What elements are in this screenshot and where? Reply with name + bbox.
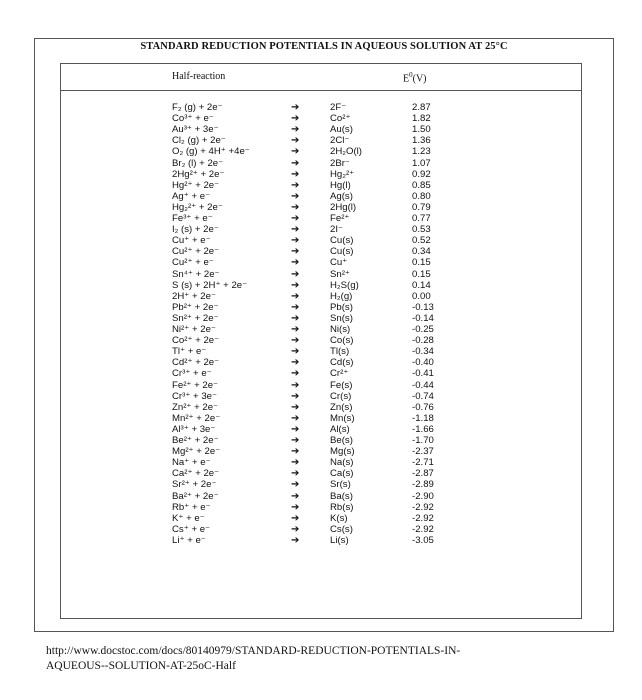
reactant-cell: Cr³⁺ + 3e⁻ (172, 390, 218, 402)
reactant-cell: Cu⁺ + e⁻ (172, 235, 211, 247)
reactant-cell: Fe³⁺ + e⁻ (172, 213, 213, 224)
reactant-cell: I₂ (s) + 2e⁻ (172, 224, 219, 236)
arrow-icon: ➔ (291, 423, 300, 435)
arrow-icon: ➔ (291, 379, 300, 391)
product-cell: Li(s) (330, 534, 349, 546)
table-row (0, 191, 642, 202)
product-cell: 2Hg(l) (330, 201, 357, 213)
reactant-cell: K⁺ + e⁻ (172, 512, 205, 524)
arrow-icon: ➔ (291, 479, 300, 491)
arrow-icon: ➔ (291, 412, 300, 424)
reactant-cell: 2H⁺ + 2e⁻ (172, 290, 216, 302)
product-cell: Fe²⁺ (330, 213, 350, 224)
reactant-cell: Ca²⁺ + 2e⁻ (172, 468, 220, 480)
table-row (0, 324, 642, 335)
table-row (0, 313, 642, 324)
reactant-cell: Sn²⁺ + 2e⁻ (172, 312, 219, 324)
arrow-icon: ➔ (291, 113, 300, 125)
reactant-cell: Ag⁺ + e⁻ (172, 190, 211, 202)
table-row (0, 246, 642, 257)
arrow-icon: ➔ (291, 457, 300, 469)
potential-value: -0.34 (412, 346, 434, 358)
table-row (0, 135, 642, 146)
reactant-cell: Ni²⁺ + 2e⁻ (172, 324, 216, 335)
product-cell: Be(s) (330, 435, 353, 446)
arrow-icon: ➔ (291, 534, 300, 546)
reactant-cell: Co²⁺ + 2e⁻ (172, 335, 220, 347)
arrow-icon: ➔ (291, 102, 300, 113)
table-row (0, 424, 642, 435)
table-row (0, 302, 642, 313)
arrow-icon: ➔ (291, 401, 300, 413)
potential-value: -3.05 (412, 534, 434, 546)
arrow-icon: ➔ (291, 446, 300, 458)
arrow-icon: ➔ (291, 168, 300, 180)
arrow-icon: ➔ (291, 235, 300, 247)
arrow-icon: ➔ (291, 279, 300, 291)
arrow-icon: ➔ (291, 346, 300, 358)
reactant-cell: Rb⁺ + e⁻ (172, 501, 211, 513)
arrow-icon: ➔ (291, 368, 300, 380)
product-cell: Rb(s) (330, 501, 354, 513)
header-divider (60, 90, 582, 91)
product-cell: Fe(s) (330, 379, 353, 391)
product-cell: Ni(s) (330, 324, 351, 335)
product-cell: Sn²⁺ (330, 268, 350, 280)
reactant-cell: Cd²⁺ + 2e⁻ (172, 357, 220, 369)
reactant-cell: Pb²⁺ + 2e⁻ (172, 301, 219, 313)
potential-unit: (V) (412, 73, 427, 85)
column-header-potential (403, 71, 427, 84)
potential-value: 0.85 (412, 179, 431, 191)
table-row (0, 169, 642, 180)
table-row (0, 224, 642, 235)
product-cell: Cr²⁺ (330, 368, 349, 380)
citation-line-1: http://www.docstoc.com/docs/80140979/STANDARD-REDUCTION-POTENTIALS-IN- (46, 645, 461, 657)
arrow-icon: ➔ (291, 290, 300, 302)
product-cell: 2F⁻ (330, 102, 347, 113)
potential-value: -0.14 (412, 312, 434, 324)
reactant-cell: Hg₂²⁺ + 2e⁻ (172, 201, 223, 213)
table-row (0, 146, 642, 157)
standard-state-superscript: 0 (409, 71, 413, 79)
reactant-cell: Mg²⁺ + 2e⁻ (172, 446, 221, 458)
potential-value: 0.53 (412, 224, 431, 236)
product-cell: Tl(s) (330, 346, 350, 358)
potential-value: 0.80 (412, 190, 431, 202)
product-cell: Co²⁺ (330, 113, 351, 125)
product-cell: Co(s) (330, 335, 354, 347)
arrow-icon: ➔ (291, 523, 300, 535)
potential-value: 0.15 (412, 257, 431, 269)
potential-value: 0.52 (412, 235, 431, 247)
table-row (0, 368, 642, 379)
table-row (0, 102, 642, 113)
arrow-icon: ➔ (291, 146, 300, 158)
potential-symbol: E (403, 73, 410, 85)
product-cell: Cd(s) (330, 357, 354, 369)
product-cell: Mg(s) (330, 446, 355, 458)
potential-value: 1.50 (412, 124, 431, 136)
table-row (0, 457, 642, 468)
arrow-icon: ➔ (291, 179, 300, 191)
product-cell: H₂(g) (330, 290, 353, 302)
column-header-half-reaction: Half-reaction (172, 71, 226, 82)
potential-value: -2.89 (412, 479, 434, 491)
table-row (0, 479, 642, 490)
table-row (0, 380, 642, 391)
arrow-icon: ➔ (291, 357, 300, 369)
table-row (0, 113, 642, 124)
product-cell: Cu(s) (330, 235, 354, 247)
product-cell: 2H₂O(l) (330, 146, 362, 158)
potential-value: -2.90 (412, 490, 434, 502)
potential-value: -0.74 (412, 390, 434, 402)
potential-value: 0.92 (412, 168, 431, 180)
table-row (0, 257, 642, 268)
arrow-icon: ➔ (291, 490, 300, 502)
potential-value: 2.87 (412, 102, 431, 113)
source-citation (46, 644, 606, 674)
potential-value: 1.82 (412, 113, 431, 125)
reactant-cell: Li⁺ + e⁻ (172, 534, 206, 546)
potential-value: -2.92 (412, 512, 434, 524)
table-row (0, 502, 642, 513)
product-cell: Cr(s) (330, 390, 352, 402)
table-title: STANDARD REDUCTION POTENTIALS IN AQUEOUS SOLUTION AT 25°C (140, 41, 508, 52)
product-cell: Hg₂²⁺ (330, 168, 355, 180)
arrow-icon: ➔ (291, 468, 300, 480)
table-row (0, 269, 642, 280)
reactant-cell: S (s) + 2H⁺ + 2e⁻ (172, 279, 248, 291)
product-cell: Ba(s) (330, 490, 353, 502)
product-cell: Cs(s) (330, 523, 353, 535)
potential-value: -2.92 (412, 501, 434, 513)
arrow-icon: ➔ (291, 435, 300, 446)
table-row (0, 213, 642, 224)
arrow-icon: ➔ (291, 501, 300, 513)
reactant-cell: Al³⁺ + 3e⁻ (172, 423, 216, 435)
potential-value: -2.87 (412, 468, 434, 480)
reactant-cell: Cl₂ (g) + 2e⁻ (172, 135, 226, 147)
potential-value: 0.14 (412, 279, 431, 291)
product-cell: Au(s) (330, 124, 353, 136)
arrow-icon: ➔ (291, 390, 300, 402)
reactant-cell: Tl⁺ + e⁻ (172, 346, 207, 358)
product-cell: Al(s) (330, 423, 350, 435)
product-cell: 2Br⁻ (330, 157, 350, 169)
arrow-icon: ➔ (291, 512, 300, 524)
table-row (0, 291, 642, 302)
table-row (0, 446, 642, 457)
product-cell: Mn(s) (330, 412, 355, 424)
product-cell: Cu(s) (330, 246, 354, 258)
product-cell: Pb(s) (330, 301, 353, 313)
product-cell: H₂S(g) (330, 279, 359, 291)
product-cell: Sn(s) (330, 312, 353, 324)
reactant-cell: Hg²⁺ + 2e⁻ (172, 179, 220, 191)
reactant-cell: Fe²⁺ + 2e⁻ (172, 379, 219, 391)
table-row (0, 402, 642, 413)
potential-value: 0.15 (412, 268, 431, 280)
reactant-cell: 2Hg²⁺ + 2e⁻ (172, 168, 225, 180)
reactant-cell: Zn²⁺ + 2e⁻ (172, 401, 219, 413)
potential-value: -1.70 (412, 435, 434, 446)
table-row (0, 491, 642, 502)
potential-value: 1.23 (412, 146, 431, 158)
potential-value: 1.36 (412, 135, 431, 147)
reactant-cell: Cu²⁺ + 2e⁻ (172, 246, 220, 258)
reactant-cell: Cr³⁺ + e⁻ (172, 368, 212, 380)
arrow-icon: ➔ (291, 246, 300, 258)
product-cell: Cu⁺ (330, 257, 348, 269)
potential-value: -2.92 (412, 523, 434, 535)
potential-value: -0.76 (412, 401, 434, 413)
potential-value: -0.25 (412, 324, 434, 335)
product-cell: Ag(s) (330, 190, 353, 202)
table-row (0, 513, 642, 524)
reactant-cell: Sn⁴⁺ + 2e⁻ (172, 268, 220, 280)
citation-line-2: AQUEOUS--SOLUTION-AT-25oC-Half (46, 660, 236, 672)
reactant-cell: Cu²⁺ + e⁻ (172, 257, 214, 269)
reactant-cell: Be²⁺ + 2e⁻ (172, 435, 219, 446)
reactant-cell: Co³⁺ + e⁻ (172, 113, 214, 125)
arrow-icon: ➔ (291, 157, 300, 169)
arrow-icon: ➔ (291, 224, 300, 236)
product-cell: 2Cl⁻ (330, 135, 350, 147)
table-row (0, 357, 642, 368)
product-cell: Hg(l) (330, 179, 351, 191)
product-cell: 2I⁻ (330, 224, 344, 236)
reactant-cell: Au³⁺ + 3e⁻ (172, 124, 219, 136)
arrow-icon: ➔ (291, 312, 300, 324)
table-row (0, 524, 642, 535)
reactant-cell: Cs⁺ + e⁻ (172, 523, 211, 535)
product-cell: Na(s) (330, 457, 354, 469)
potential-value: -1.66 (412, 423, 434, 435)
table-row (0, 235, 642, 246)
potential-value: 0.34 (412, 246, 431, 258)
arrow-icon: ➔ (291, 190, 300, 202)
table-row (0, 180, 642, 191)
table-row (0, 391, 642, 402)
potential-value: -0.28 (412, 335, 434, 347)
arrow-icon: ➔ (291, 268, 300, 280)
reactant-cell: Br₂ (l) + 2e⁻ (172, 157, 224, 169)
table-row (0, 468, 642, 479)
potential-value: 1.07 (412, 157, 431, 169)
table-row (0, 335, 642, 346)
potential-value: 0.79 (412, 201, 431, 213)
potential-value: -2.37 (412, 446, 434, 458)
table-row (0, 124, 642, 135)
reactant-cell: Ba²⁺ + 2e⁻ (172, 490, 219, 502)
reactant-cell: F₂ (g) + 2e⁻ (172, 102, 223, 113)
potential-value: -0.13 (412, 301, 434, 313)
table-row (0, 435, 642, 446)
potential-value: 0.77 (412, 213, 431, 224)
table-row (0, 413, 642, 424)
arrow-icon: ➔ (291, 135, 300, 147)
table-row (0, 158, 642, 169)
arrow-icon: ➔ (291, 213, 300, 224)
table-row (0, 535, 642, 546)
reactant-cell: Sr²⁺ + 2e⁻ (172, 479, 217, 491)
arrow-icon: ➔ (291, 124, 300, 136)
potential-value: -0.40 (412, 357, 434, 369)
arrow-icon: ➔ (291, 335, 300, 347)
reactant-cell: Na⁺ + e⁻ (172, 457, 211, 469)
product-cell: Ca(s) (330, 468, 354, 480)
table-row (0, 202, 642, 213)
reactant-cell: Mn²⁺ + 2e⁻ (172, 412, 221, 424)
product-cell: Zn(s) (330, 401, 353, 413)
potential-value: -1.18 (412, 412, 434, 424)
potential-value: -2.71 (412, 457, 434, 469)
product-cell: K(s) (330, 512, 348, 524)
potential-value: 0.00 (412, 290, 431, 302)
product-cell: Sr(s) (330, 479, 351, 491)
arrow-icon: ➔ (291, 201, 300, 213)
arrow-icon: ➔ (291, 257, 300, 269)
potential-value: -0.41 (412, 368, 434, 380)
table-row (0, 280, 642, 291)
reactant-cell: O₂ (g) + 4H⁺ +4e⁻ (172, 146, 250, 158)
arrow-icon: ➔ (291, 324, 300, 335)
arrow-icon: ➔ (291, 301, 300, 313)
potential-value: -0.44 (412, 379, 434, 391)
table-row (0, 346, 642, 357)
